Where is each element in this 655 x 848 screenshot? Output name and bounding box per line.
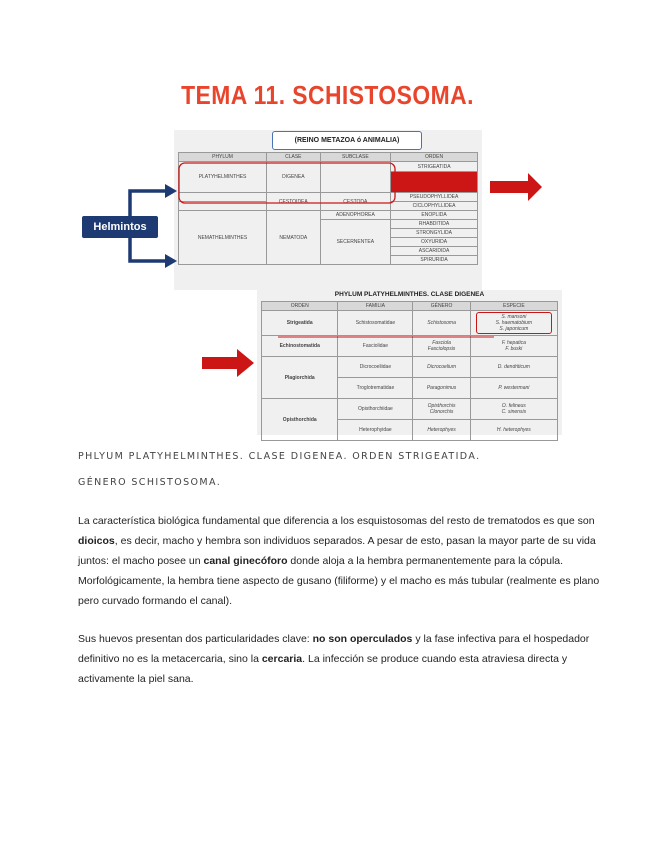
cell-pseudophyllidea: PSEUDOPHYLLIDEA [391,193,478,202]
cell-orden: Echinostomatida [262,336,338,357]
genus-name: Heterophyes [427,427,456,433]
text-fragment: definitivo no es la metacercaria, sino la [78,653,262,665]
cell-orden: Plagiorchida [262,357,338,399]
red-arrow-right [490,173,542,201]
cell-enoplida: ENOPLIDA [391,211,478,220]
species-name: P. westermani [498,385,530,391]
cell-digenea: DIGENEA [267,162,321,193]
digenea-table-caption: PHYLUM PLATYHELMINTHES. CLASE DIGENEA [334,291,485,298]
species-name: H. heterophyes [496,427,531,433]
genus-name: Dicrocoelium [427,364,457,370]
helmintos-label: Helmintos [82,216,158,238]
cell-familia: Troglotrematidae [338,378,413,399]
cell-cestoidea: CESTOIDEA [267,193,321,211]
red-arrow-lower [202,349,254,377]
species-name: F. hepatica [501,340,526,346]
text-fragment: y la fase infectiva para el hospedador [412,633,590,645]
taxonomy-figure [82,130,562,435]
cell-adenophorea: ADENOPHOREA [320,211,391,220]
cell-orden: Strigeatida [262,311,338,336]
caption-phylum: PHLYUM PLATYHELMINTHES. CLASE DIGENEA. ORDEN STRIGEATIDA. [78,451,481,462]
reino-label: (REINO METAZOA ó ANIMALIA) [272,131,422,150]
cell-orden: Opisthorchida [262,399,338,441]
genus-name: Schistosoma [427,320,456,326]
cell-familia: Heterophyidae [338,420,413,441]
cell-strigeatida: STRIGEATIDA [391,162,478,172]
cell-nematoda: NEMATODA [267,211,321,265]
col-familia: FAMILIA [338,302,413,311]
cell-rhabditida: RHABDITIDA [391,220,478,229]
page-title: TEMA 11. SCHISTOSOMA. [181,80,474,110]
species-name: S. haematobium [495,320,533,326]
text-fragment: , es decir, macho y hembra son individuos separados. A pesar de esto, pasan la mayor parte de su vida [114,535,596,547]
genus-name: Clonorchis [429,409,454,415]
genus-name: Paragonimus [426,385,457,391]
cell-spirurida: SPIRURIDA [391,256,478,265]
cell-nemathelminthes: NEMATHELMINTHES [179,211,267,265]
figure-annotations [82,130,562,435]
red-highlight-outline [179,163,395,203]
cell-strongylida: STRONGYLIDA [391,229,478,238]
bold-term: dioicos [78,535,115,547]
bold-term: no son operculados [312,633,413,645]
species-name: S. mansoni [501,314,527,320]
species-name: D. dendriticum [497,364,530,370]
text-fragment: Sus huevos presentan dos particularidades clave: [78,633,313,645]
text-line [78,531,596,551]
caption-genero: GÉNERO SCHISTOSOMA. [78,477,222,488]
blue-arrow-lower [130,238,166,261]
genus-name: Fasciolopsis [427,346,456,352]
paragraph-eggs [78,629,590,689]
col-especie: ESPECIE [470,302,557,311]
text-line [78,551,578,571]
bold-term: canal ginecóforo [203,555,288,567]
text-fragment: juntos: el macho posee un [78,555,204,567]
species-name: O. felineus [501,403,526,409]
col-orden: ORDEN [262,302,338,311]
cell-platyhelminthes: PLATYHELMINTHES [179,162,267,193]
blue-arrowhead-lower [165,254,177,268]
cell-familia: Opisthorchiidae [338,399,413,420]
cell-oxyurida: OXYURIDA [391,238,478,247]
genus-name: Fasciola [432,340,451,346]
col-genero: GÉNERO [413,302,470,311]
text-line [78,629,590,649]
text-line: La característica biológica fundamental que diferencia a los esquistosomas del resto de trematodos es que son [78,515,595,527]
cell-cestoda: CESTODA [320,193,391,211]
text-fragment: . La infección se produce cuando esta atraviesa directa y [302,653,568,665]
cell-ascaridida: ASCARIDIDA [391,247,478,256]
species-name: S. japonicum [499,326,529,332]
paragraph-biology [78,511,600,611]
blue-arrowhead-upper [165,184,177,198]
col-subclase: SUBCLASE [320,153,391,162]
text-line [78,649,578,669]
text-fragment: donde aloja a la hembra permanentemente para la cópula. [287,555,564,567]
text-line: Morfológicamente, la hembra tiene aspecto de gusano (filiforme) y el macho es más tubular (realmente es plano [78,575,600,587]
cell-familia: Schistosomatidae [338,311,413,336]
col-orden: ORDEN [391,153,478,162]
cell-ciclophyllidea: CICLOPHYLLIDEA [391,202,478,211]
cell-familia: Dicrocoeliidae [338,357,413,378]
species-name: C. sinensis [501,409,527,415]
text-line: activamente la piel sana. [78,673,194,685]
genus-name: Opisthorchis [427,403,456,409]
bold-term: cercaria [261,653,303,665]
col-clase: CLASE [267,153,321,162]
col-phylum: PHYLUM [179,153,267,162]
blue-arrow-upper [130,191,166,216]
cell-familia: Fasciolidae [338,336,413,357]
text-line: pero curvado formando el canal). [78,595,233,607]
species-name: F. buski [505,346,523,352]
cell-secernentea: SECERNENTEA [320,220,391,265]
